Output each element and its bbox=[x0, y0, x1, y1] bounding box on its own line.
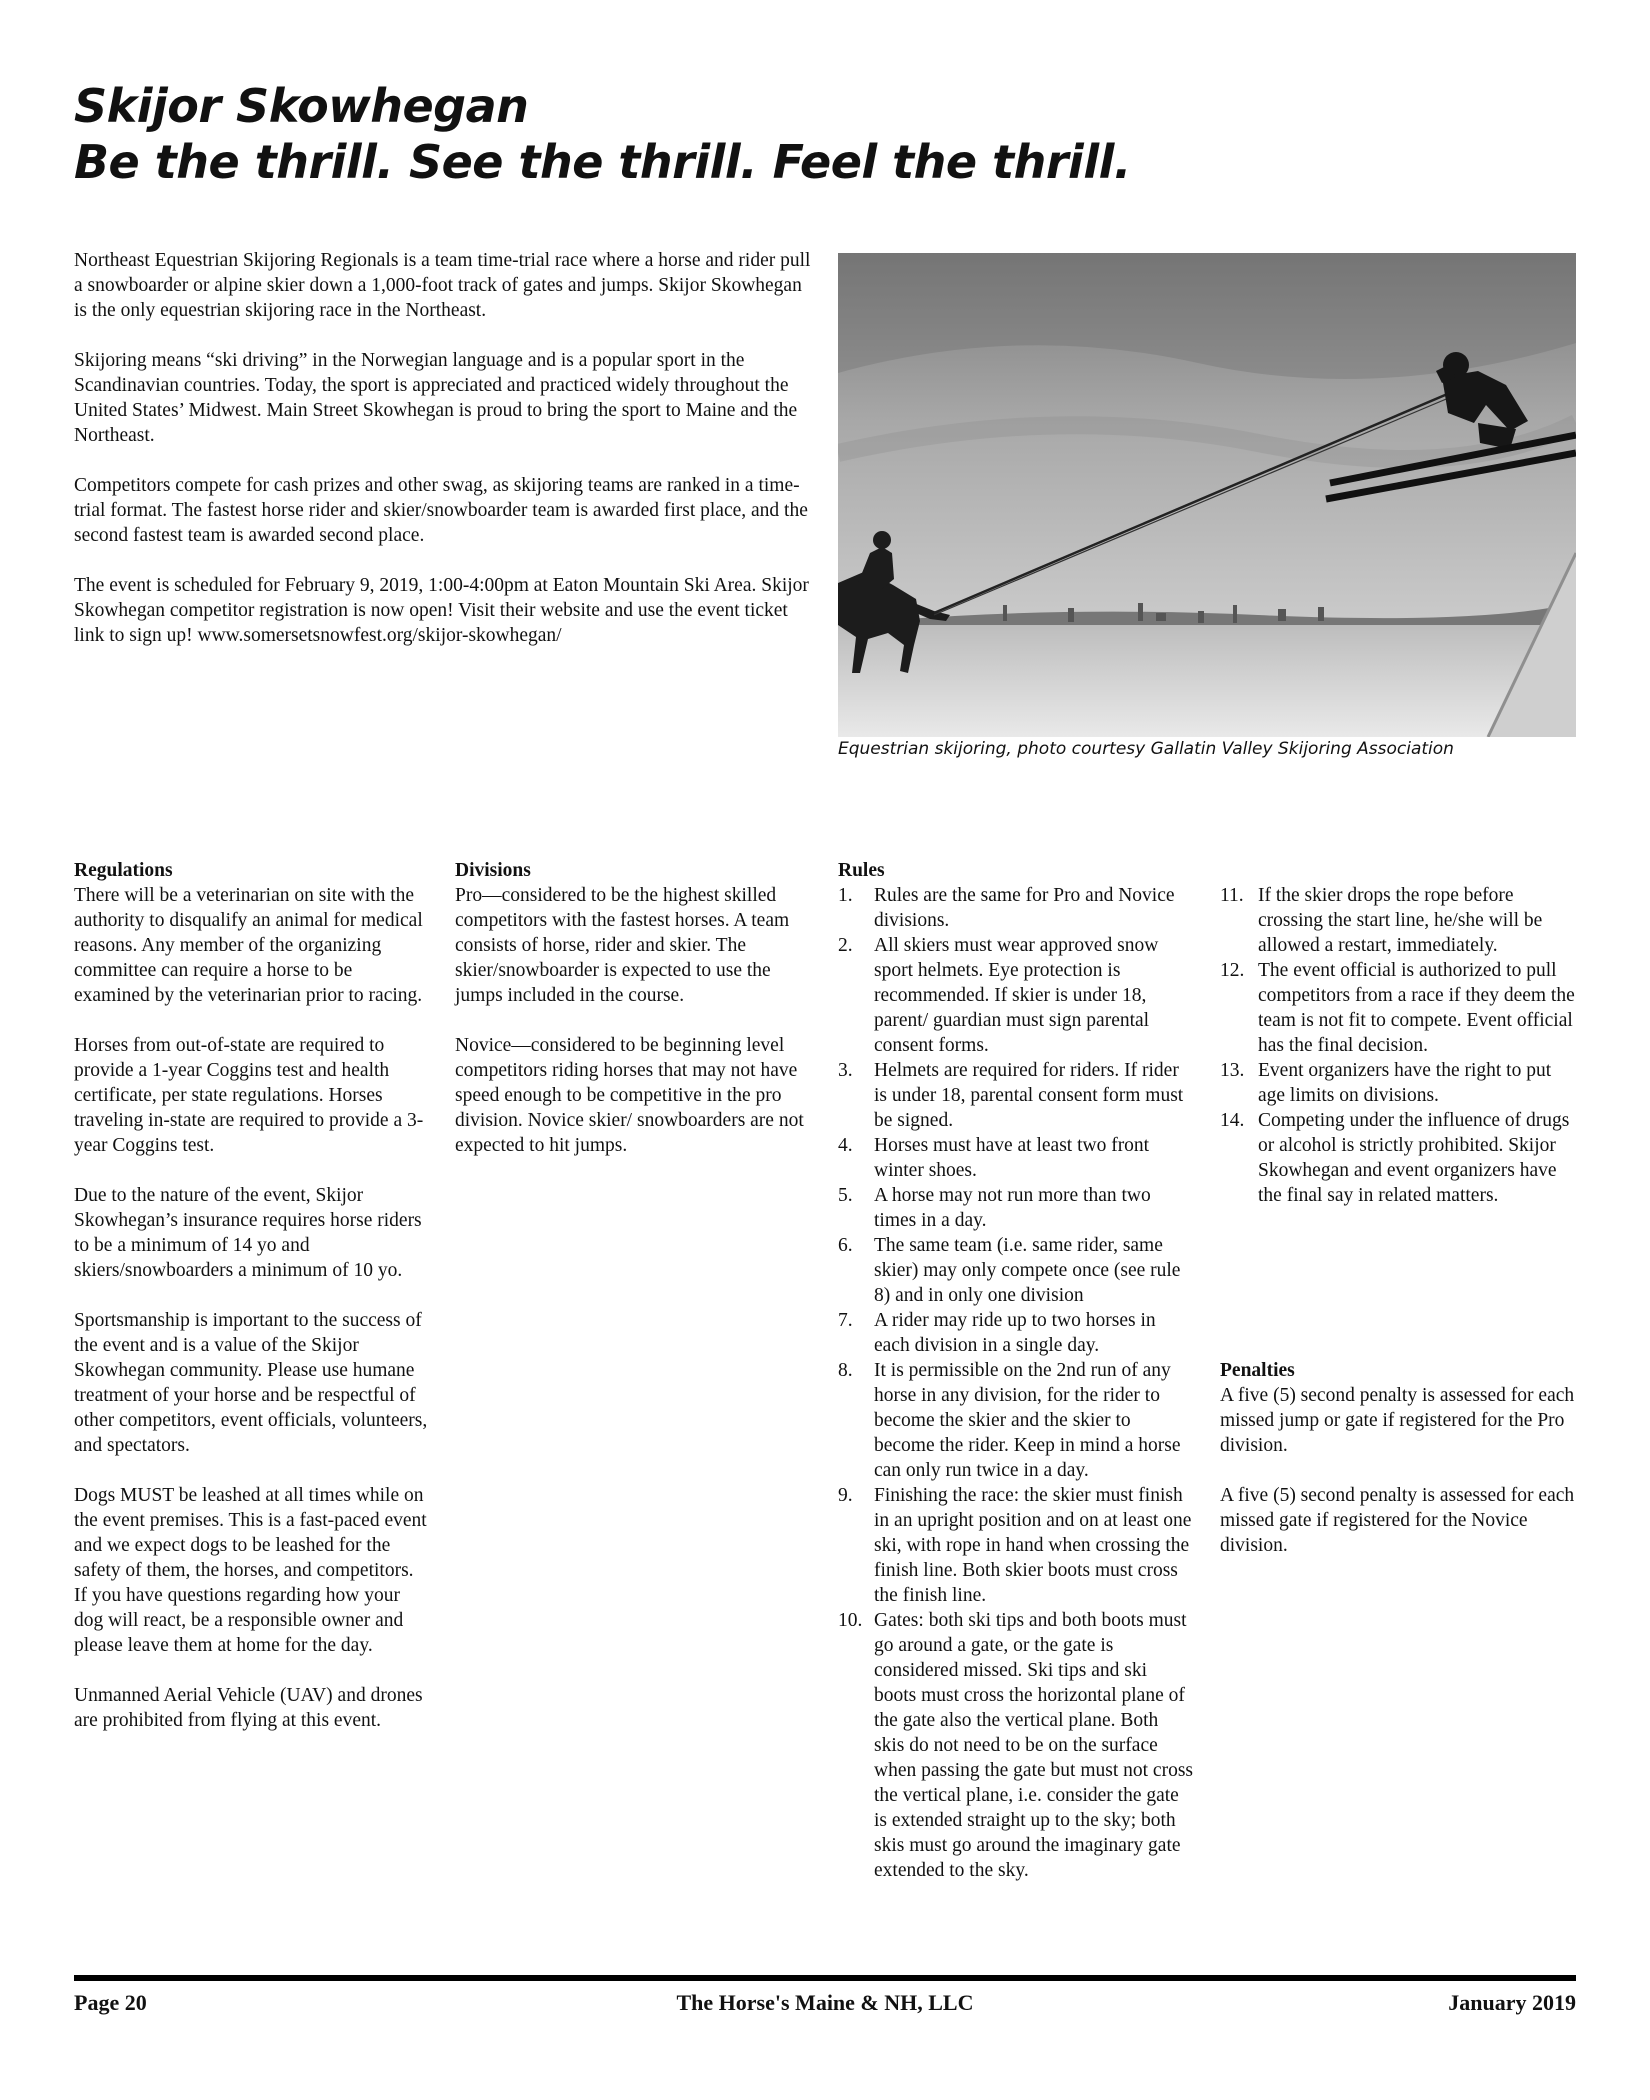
rule-item bbox=[1220, 883, 1578, 958]
rules-column bbox=[838, 858, 1193, 1883]
rule-text: Helmets are required for riders. If rider is under 18, parental consent form must be signed. bbox=[874, 1060, 1184, 1131]
photo-caption: Equestrian skijoring, photo courtesy Gallatin Valley Skijoring Association bbox=[838, 739, 1454, 759]
rule-text: Competing under the influence of drugs or alcohol is strictly prohibited. Skijor Skowhegan and event organizers have the final say in related matters. bbox=[1258, 1110, 1570, 1206]
rule-text: The event official is authorized to pull competitors from a race if they deem the team is not fit to compete. Event official has the final decision. bbox=[1258, 960, 1575, 1056]
rule-text: The same team (i.e. same rider, same skier) may only compete once (see rule 8) and in only one division bbox=[874, 1235, 1181, 1306]
rule-text: It is permissible on the 2nd run of any horse in any division, for the rider to become the skier and the skier to become the rider. Keep in mind a horse can only run twice in a day. bbox=[874, 1360, 1181, 1481]
rule-number: 3. bbox=[838, 1060, 853, 1081]
rule-text: If the skier drops the rope before crossing the start line, he/she will be allowed a restart, immediately. bbox=[1258, 885, 1543, 956]
rule-item bbox=[838, 1308, 1193, 1358]
rule-item bbox=[838, 933, 1193, 1058]
rule-number: 7. bbox=[838, 1310, 853, 1331]
rule-item bbox=[838, 1608, 1193, 1883]
footer-page-number: Page 20 bbox=[74, 1990, 147, 2015]
rule-item bbox=[838, 1358, 1193, 1483]
rule-number: 14. bbox=[1220, 1110, 1245, 1131]
penalties-column bbox=[1220, 1358, 1578, 1583]
regulations-paragraph: Horses from out-of-state are required to provide a 1-year Coggins test and health certificate, per state regulations. Horses traveling in-state are required to provide a 3-year Coggins test. bbox=[74, 1035, 424, 1156]
rule-number: 6. bbox=[838, 1235, 853, 1256]
rule-item bbox=[838, 1058, 1193, 1133]
rule-text: Rules are the same for Pro and Novice divisions. bbox=[874, 885, 1175, 931]
headline bbox=[74, 78, 1131, 190]
divisions-paragraph: Pro—considered to be the highest skilled competitors with the fastest horses. A team consists of horse, rider and skier. The skier/snowboarder is expected to use the jumps included in the course. bbox=[455, 885, 790, 1006]
rule-item bbox=[838, 1483, 1193, 1608]
rules-continued-column bbox=[1220, 883, 1578, 1208]
divisions-heading: Divisions bbox=[455, 860, 531, 881]
intro-paragraph: Competitors compete for cash prizes and other swag, as skijoring teams are ranked in a time-trial format. The fastest horse rider and skier/snowboarder team is awarded first place, and the second fastest team is awarded second place. bbox=[74, 475, 808, 546]
skijoring-photo bbox=[838, 253, 1576, 737]
regulations-paragraph: Unmanned Aerial Vehicle (UAV) and drones are prohibited from flying at this event. bbox=[74, 1685, 423, 1731]
rule-text: A rider may ride up to two horses in each division in a single day. bbox=[874, 1310, 1156, 1356]
divisions-column bbox=[455, 858, 807, 1183]
rule-text: Gates: both ski tips and both boots must go around a gate, or the gate is considered missed. Ski tips and ski boots must cross the horizontal plane of the gate also the vertical plane. Both skis do not need to be on the surface when passing the gate but must not cross the vertical plane, i.e. consider the gate is extended straight up to the sky; both skis must go around the imaginary gate extended to the sky. bbox=[874, 1610, 1193, 1881]
rules-heading: Rules bbox=[838, 860, 885, 881]
regulations-paragraph: Sportsmanship is important to the success of the event and is a value of the Skijor Skowhegan community. Please use humane treatment of your horse and be respectful of other competitors, event officials, volunteers, and spectators. bbox=[74, 1310, 428, 1456]
headline-title: Skijor Skowhegan bbox=[74, 79, 529, 133]
rule-text: A horse may not run more than two times in a day. bbox=[874, 1185, 1151, 1231]
footer-divider bbox=[74, 1975, 1576, 1981]
divisions-paragraph: Novice—considered to be beginning level competitors riding horses that may not have speed enough to be competitive in the pro division. Novice skier/ snowboarders are not expected to hit jumps. bbox=[455, 1035, 804, 1156]
rule-item bbox=[838, 1183, 1193, 1233]
rule-number: 11. bbox=[1220, 885, 1244, 906]
rule-text: Finishing the race: the skier must finish in an upright position and on at least one ski, with rope in hand when crossing the finish line. Both skier boots must cross the finish line. bbox=[874, 1485, 1192, 1606]
regulations-column bbox=[74, 858, 429, 1758]
intro-text bbox=[74, 248, 814, 673]
rule-text: Horses must have at least two front winter shoes. bbox=[874, 1135, 1150, 1181]
rule-number: 9. bbox=[838, 1485, 853, 1506]
regulations-paragraph: Dogs MUST be leashed at all times while on the event premises. This is a fast-paced event and we expect dogs to be leashed for the safety of them, the horses, and competitors. If you have questions regarding how your dog will react, be a responsible owner and please leave them at home for the day. bbox=[74, 1485, 427, 1656]
rule-item bbox=[1220, 1108, 1578, 1208]
penalties-paragraph: A five (5) second penalty is assessed for each missed gate if registered for the Novice division. bbox=[1220, 1485, 1575, 1556]
rule-item bbox=[1220, 1058, 1578, 1108]
skijoring-photo-image bbox=[838, 253, 1576, 737]
rule-item bbox=[838, 1233, 1193, 1308]
rule-item bbox=[838, 883, 1193, 933]
footer-publication: The Horse's Maine & NH, LLC bbox=[676, 1990, 974, 2015]
rule-number: 1. bbox=[838, 885, 853, 906]
rule-number: 4. bbox=[838, 1135, 853, 1156]
rule-number: 8. bbox=[838, 1360, 853, 1381]
intro-paragraph: The event is scheduled for February 9, 2019, 1:00-4:00pm at Eaton Mountain Ski Area. Skijor Skowhegan competitor registration is now open! Visit their website and use the event ticket link to sign up! www.somersetsnowfest.org/skijor-skowhegan/ bbox=[74, 575, 809, 646]
intro-paragraph: Skijoring means “ski driving” in the Norwegian language and is a popular sport in the Scandinavian countries. Today, the sport is appreciated and practiced widely throughout the United States’ Midwest. Main Street Skowhegan is proud to bring the sport to Maine and the Northeast. bbox=[74, 350, 798, 446]
rule-text: All skiers must wear approved snow sport helmets. Eye protection is recommended. If skier is under 18, parent/ guardian must sign parental consent forms. bbox=[874, 935, 1159, 1056]
rules-list-continued bbox=[1220, 883, 1578, 1208]
regulations-heading: Regulations bbox=[74, 860, 173, 881]
rule-item bbox=[838, 1133, 1193, 1183]
penalties-paragraph: A five (5) second penalty is assessed for each missed jump or gate if registered for the Pro division. bbox=[1220, 1385, 1575, 1456]
rule-number: 2. bbox=[838, 935, 853, 956]
rule-number: 5. bbox=[838, 1185, 853, 1206]
rule-text: Event organizers have the right to put age limits on divisions. bbox=[1258, 1060, 1552, 1106]
regulations-paragraph: There will be a veterinarian on site with the authority to disqualify an animal for medical reasons. Any member of the organizing committee can require a horse to be examined by the veterinarian prior to racing. bbox=[74, 885, 423, 1006]
rule-item bbox=[1220, 958, 1578, 1058]
regulations-paragraph: Due to the nature of the event, Skijor Skowhegan’s insurance requires horse riders to be a minimum of 14 yo and skiers/snowboarders a minimum of 10 yo. bbox=[74, 1185, 422, 1281]
rule-number: 13. bbox=[1220, 1060, 1245, 1081]
rule-number: 12. bbox=[1220, 960, 1245, 981]
headline-tagline: Be the thrill. See the thrill. Feel the thrill. bbox=[74, 135, 1131, 189]
penalties-heading: Penalties bbox=[1220, 1360, 1295, 1381]
intro-paragraph: Northeast Equestrian Skijoring Regionals is a team time-trial race where a horse and rider pull a snowboarder or alpine skier down a 1,000-foot track of gates and jumps. Skijor Skowhegan is the only equestrian skijoring race in the Northeast. bbox=[74, 250, 811, 321]
rule-number: 10. bbox=[838, 1610, 863, 1631]
footer-date: January 2019 bbox=[1448, 1990, 1576, 2015]
rules-list bbox=[838, 883, 1193, 1883]
